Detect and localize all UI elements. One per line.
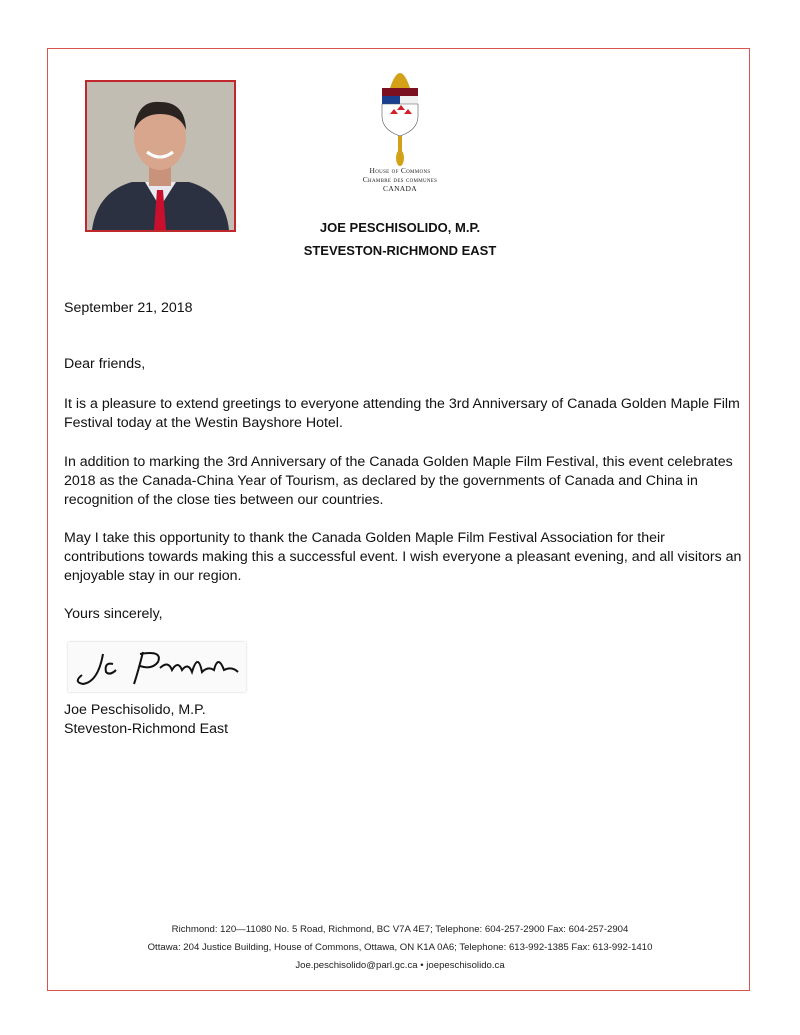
mp-name: JOE PESCHISOLIDO, M.P. — [319, 220, 481, 235]
signatory-riding: Steveston-Richmond East — [64, 721, 229, 737]
paragraph-1: It is a pleasure to extend greetings to everyone attending the 3rd Anniversary of Canada Golden Maple Film Festival today at the Westin Bayshore Hotel. — [64, 396, 740, 431]
signature-image — [68, 642, 246, 692]
paragraph-3: May I take this opportunity to thank the Canada Golden Maple Film Festival Association for their contributions towards making this a successful event. I wish everyone a pleasant evening, and all visitors an enjoyable stay in our region. — [64, 530, 742, 584]
signatory-name: Joe Peschisolido, M.P. — [64, 702, 206, 718]
footer-richmond: Richmond: 120—11080 No. 5 Road, Richmond, BC V7A 4E7; Telephone: 604-257-2900 Fax: 604-257-2904 — [171, 924, 629, 935]
letter-date: September 21, 2018 — [64, 300, 193, 316]
mp-riding: STEVESTON-RICHMOND EAST — [303, 243, 497, 258]
salutation: Dear friends, — [64, 356, 146, 372]
footer-ottawa: Ottawa: 204 Justice Building, House of Commons, Ottawa, ON K1A 0A6; Telephone: 613-992-1385 Fax: 613-992-1410 — [147, 942, 653, 953]
house-fr: Chambre des communes — [362, 175, 438, 184]
paragraph-2: In addition to marking the 3rd Anniversary of the Canada Golden Maple Film Festival, this event celebrates 2018 as the Canada-China Year of Tourism, as declared by the governments of Canada and China in recognition of the close ties between our countries. — [64, 454, 733, 508]
house-of-commons-label — [320, 166, 480, 193]
portrait-photo — [85, 80, 236, 232]
closing: Yours sincerely, — [64, 606, 163, 622]
house-of-commons-crest-icon — [360, 58, 440, 168]
footer-contact[interactable]: Joe.peschisolido@parl.gc.ca • joepeschisolido.ca — [295, 960, 505, 971]
house-en: House of Commons — [369, 166, 431, 175]
house-canada: CANADA — [383, 184, 417, 193]
